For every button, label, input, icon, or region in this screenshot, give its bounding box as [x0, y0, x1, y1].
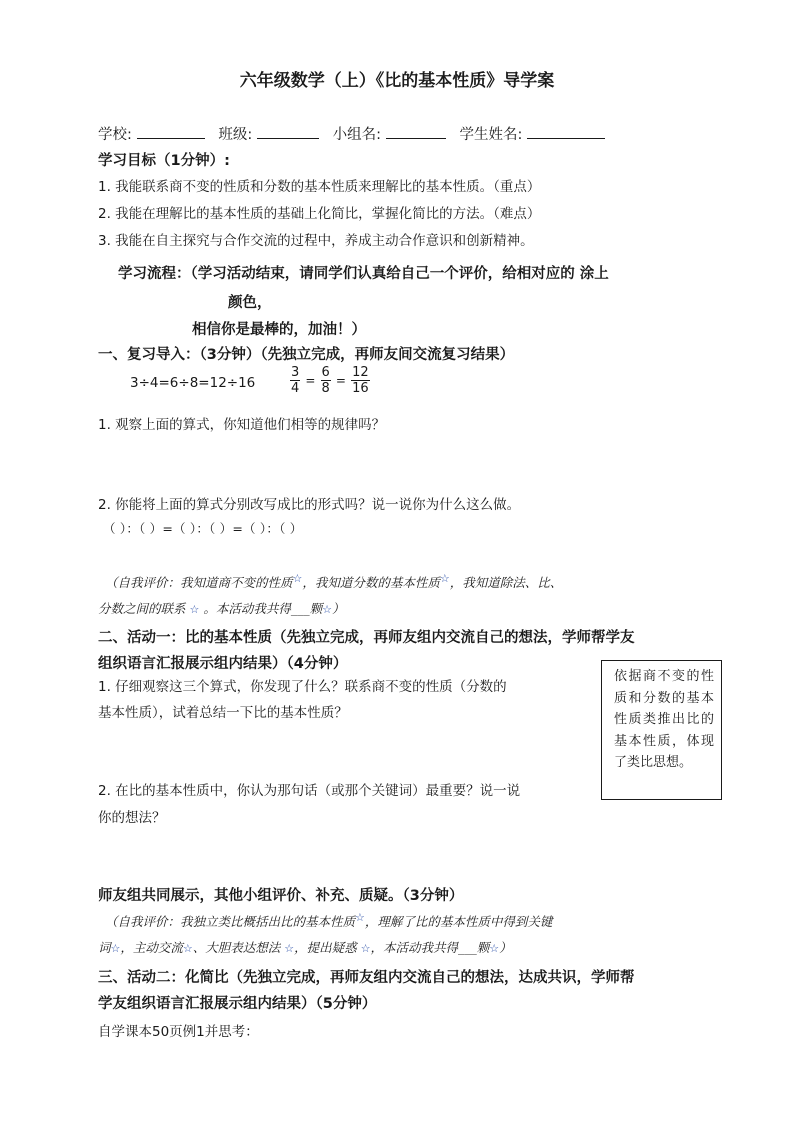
- self-study-prompt: 自学课本50页例1并思考：: [98, 1024, 259, 1040]
- page-title: 六年级数学（上）《比的基本性质》导学案: [239, 71, 555, 91]
- group-blank[interactable]: [386, 125, 446, 139]
- objective-item: 3. 我能在自主探究与合作交流的过程中，养成主动合作意识和创新精神。: [98, 233, 534, 249]
- star-icon[interactable]: ☆: [322, 603, 332, 616]
- section1-question-2: 2. 你能将上面的算式分别改写成比的形式吗？说一说你为什么这么做。: [98, 497, 521, 513]
- equals-sign: =: [305, 373, 316, 388]
- fraction: $\frac{3}{4}$: [291, 365, 300, 396]
- section2-question-1-line-1: 1. 仔细观察这三个算式，你发现了什么？联系商不变的性质（分数的: [98, 679, 507, 695]
- star-icon[interactable]: ☆: [489, 942, 500, 955]
- school-label: 学校:: [98, 127, 132, 143]
- section2-question-2-line-2: 你的想法？: [98, 810, 166, 826]
- student-name-blank[interactable]: [527, 125, 605, 139]
- class-blank[interactable]: [257, 125, 319, 139]
- self-eval-line-1: （自我评价：我知道商不变的性质☆，我知道分数的基本性质☆，我知道除法、比、: [105, 572, 563, 591]
- showcase-eval-line-2: 词☆，主动交流☆、大胆表达想法 ☆，提出疑惑 ☆，本活动我共得___颗☆）: [98, 940, 512, 955]
- showcase-eval-line-1: （自我评价：我独立类比概括出比的基本性质☆，理解了比的基本性质中得到关键: [105, 911, 553, 930]
- section2-heading-line-2: 组织语言汇报展示组内结果）（4分钟）: [98, 656, 348, 672]
- section3-heading-line-2: 学友组织语言汇报展示组内结果）（5分钟）: [98, 996, 377, 1012]
- star-icon[interactable]: ☆: [189, 603, 200, 616]
- star-icon[interactable]: ☆: [110, 942, 121, 955]
- self-eval-line-2: 分数之间的联系 ☆ 。本活动我共得___颗☆）: [98, 601, 345, 616]
- objective-item: 1. 我能联系商不变的性质和分数的基本性质来理解比的基本性质。（重点）: [98, 179, 541, 195]
- section2-heading-line-1: 二、活动一：比的基本性质（先独立完成，再师友组内交流自己的想法，学师帮学友: [98, 630, 635, 646]
- school-blank[interactable]: [137, 125, 205, 139]
- objective-item: 2. 我能在理解比的基本性质的基础上化简比，掌握化简比的方法。（难点）: [98, 206, 541, 222]
- star-icon[interactable]: ☆: [182, 942, 193, 955]
- division-equation: 3÷4=6÷8=12÷16: [130, 375, 256, 391]
- ratio-blanks[interactable]: （ ）：（ ）=（ ）：（ ）=（ ）：（ ）: [103, 521, 303, 536]
- section1-heading: 一、复习导入：（3分钟）（先独立完成，再师友间交流复习结果）: [98, 347, 515, 363]
- fraction: $\frac{12}{16}$: [352, 365, 369, 396]
- star-icon[interactable]: ☆: [284, 942, 295, 955]
- star-icon[interactable]: ☆: [355, 911, 365, 924]
- process-line-2: 颜色，: [228, 295, 272, 311]
- fraction: $\frac{6}{8}$: [321, 365, 330, 396]
- objectives-heading: 学习目标（1分钟）:: [98, 153, 230, 169]
- showcase-heading: 师友组共同展示，其他小组评价、补充、质疑。（3分钟）: [98, 888, 464, 904]
- process-line-1: 学习流程：（学习活动结束，请同学们认真给自己一个评价，给相对应的 涂上: [118, 266, 609, 282]
- section3-heading-line-1: 三、活动二：化简比（先独立完成，再师友组内交流自己的想法，达成共识，学师帮: [98, 970, 635, 986]
- sidebar-note: 依据商不变的性质和分数的基本性质类推出比的基本性质，体现了类比思想。: [601, 660, 722, 800]
- class-label: 班级:: [218, 127, 253, 143]
- section2-question-1-line-2: 基本性质），试着总结一下比的基本性质？: [98, 705, 348, 721]
- group-label: 小组名:: [332, 127, 382, 143]
- info-line: [98, 123, 605, 144]
- equals-sign: =: [335, 373, 346, 388]
- star-icon[interactable]: ☆: [292, 572, 303, 585]
- section1-question-1: 1. 观察上面的算式，你知道他们相等的规律吗？: [98, 417, 386, 433]
- star-icon[interactable]: ☆: [439, 572, 450, 585]
- section2-question-2-line-1: 2. 在比的基本性质中，你认为那句话（或那个关键词）最重要？说一说: [98, 783, 521, 799]
- process-line-3: 相信你是最棒的，加油！）: [192, 322, 366, 338]
- fraction-equation: [290, 365, 370, 396]
- star-icon[interactable]: ☆: [360, 942, 371, 955]
- student-name-label: 学生姓名:: [459, 127, 523, 143]
